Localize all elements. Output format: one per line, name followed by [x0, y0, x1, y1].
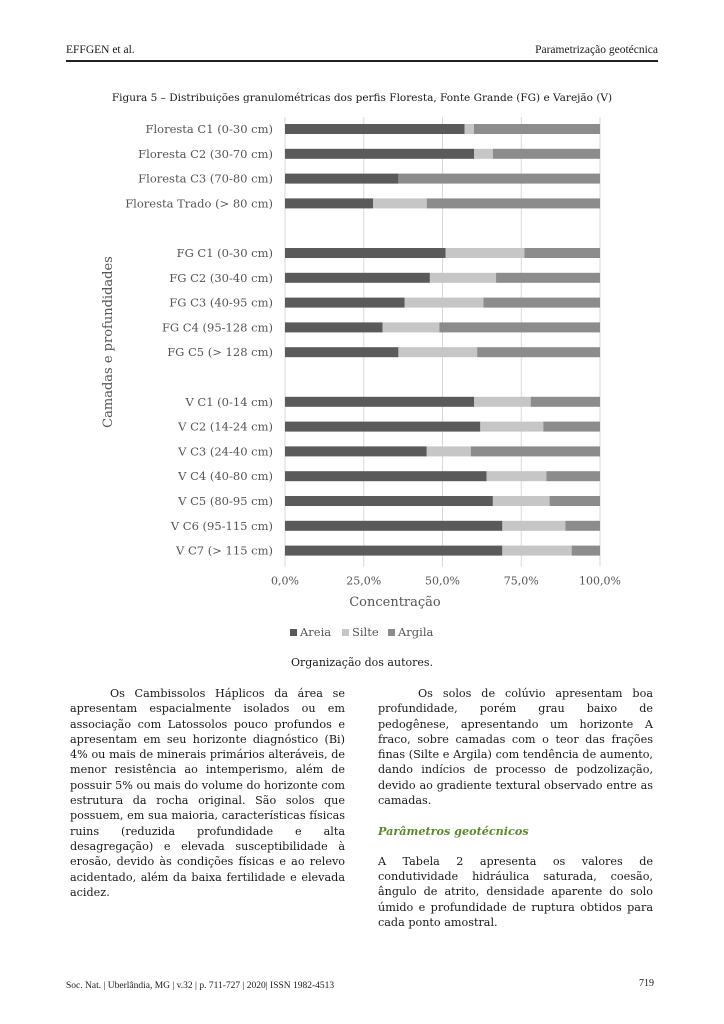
bar-segment-silte: [502, 521, 565, 531]
bar-segment-silte: [493, 496, 550, 506]
x-axis-title: Concentração: [349, 595, 441, 610]
bar-segment-argila: [543, 422, 600, 432]
category-label: FG C3 (40-95 cm): [169, 295, 273, 310]
y-axis-title: Camadas e profundidades: [101, 256, 116, 428]
granulometry-chart: [90, 112, 650, 652]
legend-label: Argila: [398, 625, 434, 639]
bar-segment-argila: [550, 496, 600, 506]
bar-segment-areia: [285, 521, 502, 531]
bar-segment-areia: [285, 446, 427, 456]
bar-segment-areia: [285, 248, 446, 258]
category-label: V C1 (0-14 cm): [185, 394, 273, 409]
legend-label: Areia: [300, 625, 332, 639]
header-rule: [66, 60, 658, 62]
bar-segment-silte: [373, 198, 427, 208]
x-tick-label: 75,0%: [503, 574, 539, 588]
bar-segment-argila: [531, 397, 600, 407]
bar-segment-silte: [487, 471, 547, 481]
x-tick-label: 25,0%: [346, 574, 382, 588]
bar-segment-areia: [285, 273, 430, 283]
bar-segment-areia: [285, 496, 493, 506]
bar-segment-argila: [546, 471, 600, 481]
bar-segment-argila: [474, 124, 600, 134]
bar-segment-areia: [285, 149, 474, 159]
category-label: V C6 (95-115 cm): [170, 518, 273, 533]
bar-segment-argila: [398, 174, 600, 184]
bar-segment-silte: [383, 322, 440, 332]
bar-segment-areia: [285, 546, 502, 556]
bar-segment-silte: [480, 422, 543, 432]
bar-segment-argila: [524, 248, 600, 258]
bar-segment-silte: [465, 124, 474, 134]
legend-swatch-areia: [290, 629, 297, 636]
bar-segment-silte: [430, 273, 496, 283]
body-column-right: [378, 686, 653, 930]
bar-segment-argila: [427, 198, 600, 208]
legend-label: Silte: [352, 625, 379, 639]
figure-caption: Figura 5 – Distribuições granulométricas dos perfis Floresta, Fonte Grande (FG) e Varejão (V): [111, 92, 613, 104]
bar-segment-areia: [285, 347, 398, 357]
bar-segment-argila: [572, 546, 600, 556]
category-label: V C7 (> 115 cm): [176, 543, 273, 558]
category-label: V C5 (80-95 cm): [178, 494, 273, 508]
bar-segment-areia: [285, 198, 373, 208]
bar-segment-argila: [477, 347, 600, 357]
bar-segment-areia: [285, 298, 405, 308]
running-header-title: Parametrização geotécnica: [535, 44, 658, 56]
category-label: Floresta C3 (70-80 cm): [138, 171, 273, 186]
category-label: FG C5 (> 128 cm): [167, 345, 273, 360]
bar-segment-areia: [285, 124, 465, 134]
bar-segment-argila: [471, 446, 600, 456]
bar-segment-areia: [285, 322, 383, 332]
page-number: 719: [639, 978, 654, 989]
bar-segment-areia: [285, 174, 398, 184]
bar-segment-silte: [446, 248, 525, 258]
bar-segment-silte: [502, 546, 571, 556]
category-label: Floresta Trado (> 80 cm): [125, 196, 273, 211]
bar-segment-argila: [439, 322, 600, 332]
bar-segment-argila: [565, 521, 600, 531]
bar-segment-argila: [493, 149, 600, 159]
category-label: Floresta C1 (0-30 cm): [145, 122, 273, 136]
bar-segment-areia: [285, 422, 480, 432]
bar-segment-argila: [483, 298, 600, 308]
footer-citation: Soc. Nat. | Uberlândia, MG | v.32 | p. 711-727 | 2020| ISSN 1982-4513: [66, 981, 335, 991]
body-column-left: [70, 686, 345, 900]
category-label: Floresta C2 (30-70 cm): [138, 146, 273, 161]
paragraph-cambissolos: Os Cambissolos Háplicos da área se apresentam espacialmente isolados ou em associação com Latossolos pouco profundos e apresentam em seu horizonte diagnóstico (Bi) 4% ou mais de minerais primários alteráveis, de menor resistência ao intemperismo, além de possuir 5% ou mais do volume do horizonte com estrutura da rocha original. São solos que possuem, em sua maioria, características físicas ruins (reduzida profundidade e alta desagregação) e elevada susceptibilidade à erosão, devido às condições físicas e ao relevo acidentado, além da baixa fertilidade e elevada acidez.: [70, 687, 345, 899]
bar-segment-silte: [474, 397, 531, 407]
bar-segment-silte: [427, 446, 471, 456]
bar-segment-silte: [405, 298, 484, 308]
paragraph-coluvio: Os solos de colúvio apresentam boa profundidade, porém grau baixo de pedogênese, apresentando um horizonte A fraco, sobre camadas com o teor das frações finas (Silte e Argila) com tendência de aumento, dando indícios de processo de podzolização, devido ao gradiente textural observado entre as camadas.: [378, 687, 653, 808]
legend-swatch-silte: [342, 629, 349, 636]
chart-legend: [290, 625, 434, 639]
x-tick-label: 100,0%: [579, 574, 621, 588]
x-tick-label: 0,0%: [271, 574, 299, 588]
legend-swatch-argila: [388, 629, 395, 636]
figure-source: Organização dos autores.: [290, 656, 434, 669]
paragraph-tabela: A Tabela 2 apresenta os valores de condutividade hidráulica saturada, coesão, ângulo de atrito, densidade aparente do solo úmido e profundidade de ruptura obtidos para cada ponto amostral.: [378, 854, 653, 929]
bar-segment-silte: [474, 149, 493, 159]
chart-x-ticks: [271, 575, 621, 588]
category-label: FG C2 (30-40 cm): [169, 270, 273, 285]
running-header-authors: EFFGEN et al.: [66, 44, 135, 56]
section-title: Parâmetros geotécnicos: [378, 824, 529, 839]
x-tick-label: 50,0%: [425, 574, 460, 588]
category-label: V C3 (24-40 cm): [178, 444, 273, 459]
category-label: FG C1 (0-30 cm): [176, 246, 273, 260]
bar-segment-silte: [398, 347, 477, 357]
category-label: FG C4 (95-128 cm): [161, 320, 273, 335]
category-label: V C2 (14-24 cm): [178, 419, 273, 434]
chart-canvas: [90, 112, 650, 652]
chart-category-labels: [125, 122, 273, 558]
bar-segment-areia: [285, 397, 474, 407]
category-label: V C4 (40-80 cm): [178, 469, 273, 484]
bar-segment-areia: [285, 471, 487, 481]
bar-segment-argila: [496, 273, 600, 283]
